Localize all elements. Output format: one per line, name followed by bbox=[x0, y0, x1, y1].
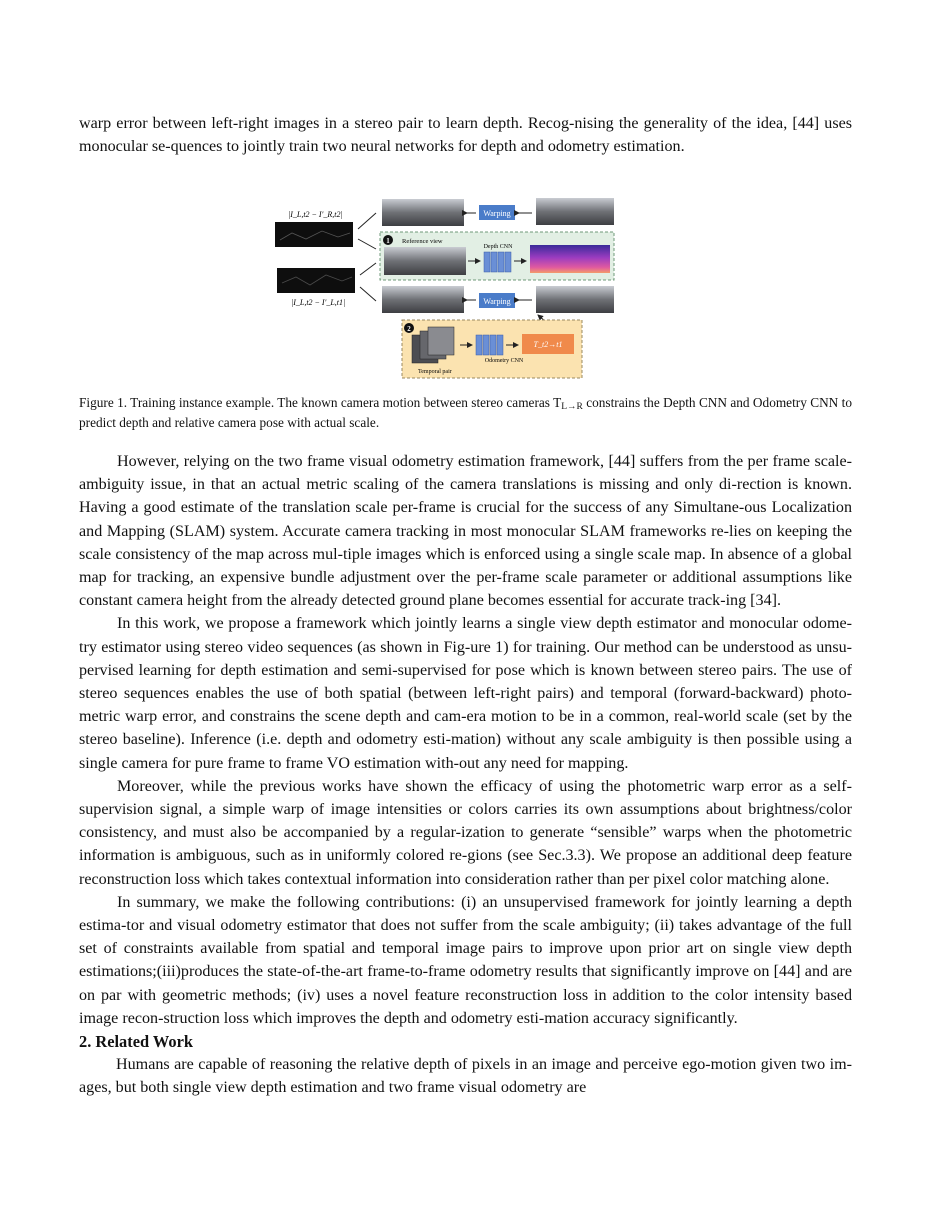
figure-caption bbox=[79, 394, 852, 431]
paragraph-scale-ambiguity: However, relying on the two frame visual odometry estimation framework, [44] suffers from the per frame scale-ambiguity issue, in that an actual metric scaling of the camera translations is missing and only di-rection is known. Having a good estimate of the translation scale per-frame is crucial for the success of any Simultane-ous Localization and Mapping (SLAM) system. Accurate camera tracking in most monocular SLAM frameworks re-lies on keeping the scale consistency of the map across mul-tiple images which is enforced using a single scale map. In absence of a global map for tracking, an expensive bundle adjustment over the per-frame scale parameter or additional assumptions like constant camera height from the already detected ground plane becomes essential for accurate track-ing [34]. bbox=[79, 453, 852, 610]
transform-label: T_t2→t1 bbox=[533, 340, 563, 349]
depth-map-image bbox=[530, 245, 610, 273]
warping-label-top: Warping bbox=[483, 209, 511, 218]
intro-text-block bbox=[79, 112, 852, 158]
caption-prefix: Figure 1. Training instance example. The known camera motion between stereo cameras T bbox=[79, 395, 562, 410]
body-text-block bbox=[79, 450, 852, 1100]
connector-line bbox=[358, 213, 376, 229]
caption-subscript: L→R bbox=[561, 402, 583, 412]
caption-suffix: constrains the Depth CNN and Odometry CNN to predict depth and relative camera pose with actual scale. bbox=[79, 395, 852, 430]
street-image-previous-frame bbox=[536, 286, 614, 313]
paragraph-feature-loss: Moreover, while the previous works have shown the efficacy of using the photometric warp error as a self-supervision signal, a simple warp of image intensities or colors carries its own assumptions about brightness/color consistency, and must also be accompanied by a regular-ization to generate “sensible” warps when the photometric information is ambiguous, such as in uniformly colored re-gions (see Sec.3.3). We propose an additional deep feature reconstruction loss which takes contextual information into consideration rather than per pixel color matching alone. bbox=[79, 777, 852, 888]
connector-line bbox=[358, 239, 376, 249]
panel-1-number: 1 bbox=[386, 237, 390, 245]
reference-view-image bbox=[384, 247, 466, 275]
paragraph-related-work: Humans are capable of reasoning the relative depth of pixels in an image and perceive ego-motion given two im-ages, but both single view depth estimation and two frame visual odometry are bbox=[79, 1056, 852, 1097]
warping-label-bottom: Warping bbox=[483, 297, 511, 306]
left-diff-top-label: |I_L,t2 − I′_R,t2| bbox=[288, 210, 343, 219]
panel-1-label: Reference view bbox=[402, 238, 443, 245]
left-diff-image-bottom bbox=[277, 268, 355, 307]
figure-1-diagram bbox=[272, 195, 618, 381]
connector-line bbox=[360, 287, 376, 301]
depth-cnn-label: Depth CNN bbox=[483, 244, 513, 250]
odometry-cnn-label: Odometry CNN bbox=[484, 358, 524, 364]
street-image-warped-temporal bbox=[382, 286, 464, 313]
street-image-right bbox=[536, 198, 614, 225]
paragraph-contributions: In summary, we make the following contributions: (i) an unsupervised framework for jointly learning a depth estima-tor and visual odometry estimator that does not suffer from the scale ambiguity; (ii) takes advantage of the full set of constraints available from spatial and temporal image pairs to improve upon prior art on single view depth estimations;(iii)produces the state-of-the-art frame-to-frame odometry results that significantly improve on [44] and are on par with geometric methods; (iv) uses a novel feature reconstruction loss in addition to the color intensity based image recon-struction loss which improves the depth and odometry esti-mation accuracy significantly. bbox=[79, 893, 852, 1027]
section-heading-related-work: 2. Related Work bbox=[79, 1032, 193, 1052]
left-diff-image-top bbox=[275, 210, 353, 247]
left-diff-bottom-label: |I_L,t2 − I′_L,t1| bbox=[291, 298, 346, 307]
connector-line bbox=[360, 263, 376, 275]
intro-paragraph: warp error between left-right images in a stereo pair to learn depth. Recog-nising the generality of the idea, [44] uses monocular se-quences to jointly train two neural networks for depth and odometry estimation. bbox=[79, 115, 852, 156]
panel-2-number: 2 bbox=[407, 325, 411, 333]
street-image-warped-right bbox=[382, 199, 464, 226]
paragraph-proposed-framework: In this work, we propose a framework which jointly learns a single view depth estimator and monocular odome-try estimator using stereo video sequences (as shown in Fig-ure 1) for training. Our method can be understood as unsu-pervised learning for depth estimation and semi-supervised for pose which is known between stereo pairs. The use of stereo sequences enables the use of both spatial (between left-right pairs) and temporal (forward-backward) photo-metric warp error, and constrains the scene depth and cam-era motion to be in a common, real-world scale (set by the stereo baseline). Inference (i.e. depth and odometry esti-mation) without any scale ambiguity is then possible using a single camera for pure frame to frame VO estimation with-out any need for mapping. bbox=[79, 615, 852, 772]
temporal-pair-label: Temporal pair bbox=[418, 369, 452, 375]
